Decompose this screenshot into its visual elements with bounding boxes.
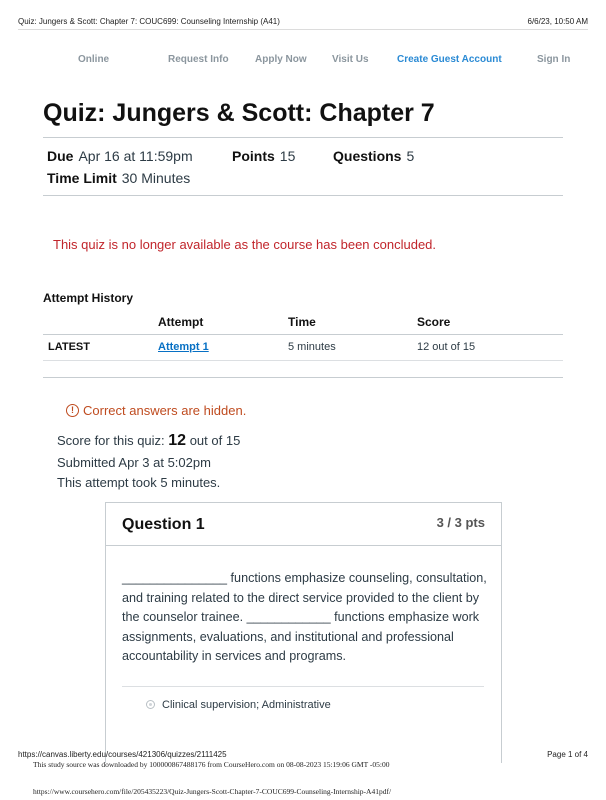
print-header-timestamp: 6/6/23, 10:50 AM	[527, 17, 588, 26]
print-footer-url: https://canvas.liberty.edu/courses/421306/quizzes/2111425	[18, 750, 227, 759]
column-header-score: Score	[417, 315, 451, 329]
due-date	[47, 148, 193, 164]
question-text: _______________ functions emphasize counseling, consultation, and training related to the direct service provided to the client by the counselor trainee. ____________ functions emphasize work assignments, evaluations, and institutional and professional accountability in services and programs.	[122, 571, 487, 663]
table-row	[158, 341, 209, 353]
nav-request-info-link[interactable]: Request Info	[168, 54, 229, 65]
score-prefix: Score for this quiz:	[57, 433, 165, 448]
answer-option-label: Clinical supervision; Administrative	[162, 699, 331, 711]
nav-online-link[interactable]: Online	[78, 54, 110, 65]
table-row-divider	[43, 360, 563, 361]
question-title: Question 1	[122, 516, 205, 533]
column-header-time: Time	[288, 315, 316, 329]
attempt-duration: This attempt took 5 minutes.	[57, 475, 221, 490]
time-limit	[47, 170, 190, 186]
nav-apply-now-link[interactable]: Apply Now	[255, 54, 307, 65]
attempt-time: 5 minutes	[288, 341, 336, 353]
points-value: 15	[279, 148, 296, 164]
questions-value: 5	[406, 148, 415, 164]
quiz-score	[57, 432, 240, 450]
answer-radio[interactable]	[146, 700, 155, 709]
time-limit-value: 30 Minutes	[121, 170, 191, 186]
print-footer-page: Page 1 of 4	[547, 750, 588, 759]
quiz-unavailable-notice: This quiz is no longer available as the course has been concluded.	[53, 237, 437, 252]
print-header	[18, 17, 588, 26]
score-value: 12	[168, 432, 187, 449]
warning-icon: !	[66, 404, 79, 417]
due-value: Apr 16 at 11:59pm	[78, 148, 193, 164]
attempt-score: 12 out of 15	[417, 341, 476, 353]
latest-badge: LATEST	[48, 341, 90, 353]
meta-divider	[43, 195, 563, 196]
question-header	[106, 503, 501, 546]
title-divider	[43, 137, 563, 138]
answer-divider	[122, 686, 484, 687]
source-download-note: This study source was downloaded by 100000867488176 from CourseHero.com on 08-08-2023 15:19:06 GMT -05:00	[33, 760, 390, 769]
nav-create-guest-account-link[interactable]: Create Guest Account	[397, 54, 502, 65]
score-suffix: out of 15	[189, 433, 241, 448]
time-limit-label: Time Limit	[47, 170, 117, 186]
questions-label: Questions	[333, 148, 402, 164]
history-divider	[43, 377, 563, 378]
answers-hidden-text: Correct answers are hidden.	[83, 403, 247, 418]
print-header-title: Quiz: Jungers & Scott: Chapter 7: COUC699: Counseling Internship (A41)	[18, 17, 280, 26]
nav-visit-us-link[interactable]: Visit Us	[332, 54, 369, 65]
points	[232, 148, 295, 164]
top-nav	[0, 54, 606, 70]
answers-hidden-notice	[66, 403, 246, 418]
print-header-divider	[18, 29, 588, 30]
page-title: Quiz: Jungers & Scott: Chapter 7	[43, 99, 435, 127]
question-card	[105, 502, 502, 763]
questions-count	[333, 148, 414, 164]
attempt-history-heading: Attempt History	[43, 291, 134, 305]
attempt-1-link[interactable]: Attempt 1	[158, 341, 209, 353]
question-points: 3 / 3 pts	[436, 515, 485, 530]
due-label: Due	[47, 148, 74, 164]
table-header-divider	[43, 334, 563, 335]
column-header-attempt: Attempt	[158, 315, 204, 329]
submitted-time: Submitted Apr 3 at 5:02pm	[57, 455, 211, 470]
points-label: Points	[232, 148, 275, 164]
nav-sign-in-link[interactable]: Sign In	[537, 54, 571, 65]
coursehero-url: https://www.coursehero.com/file/205435223/Quiz-Jungers-Scott-Chapter-7-COUC699-Counseling-Internship-A41pdf/	[33, 787, 392, 796]
